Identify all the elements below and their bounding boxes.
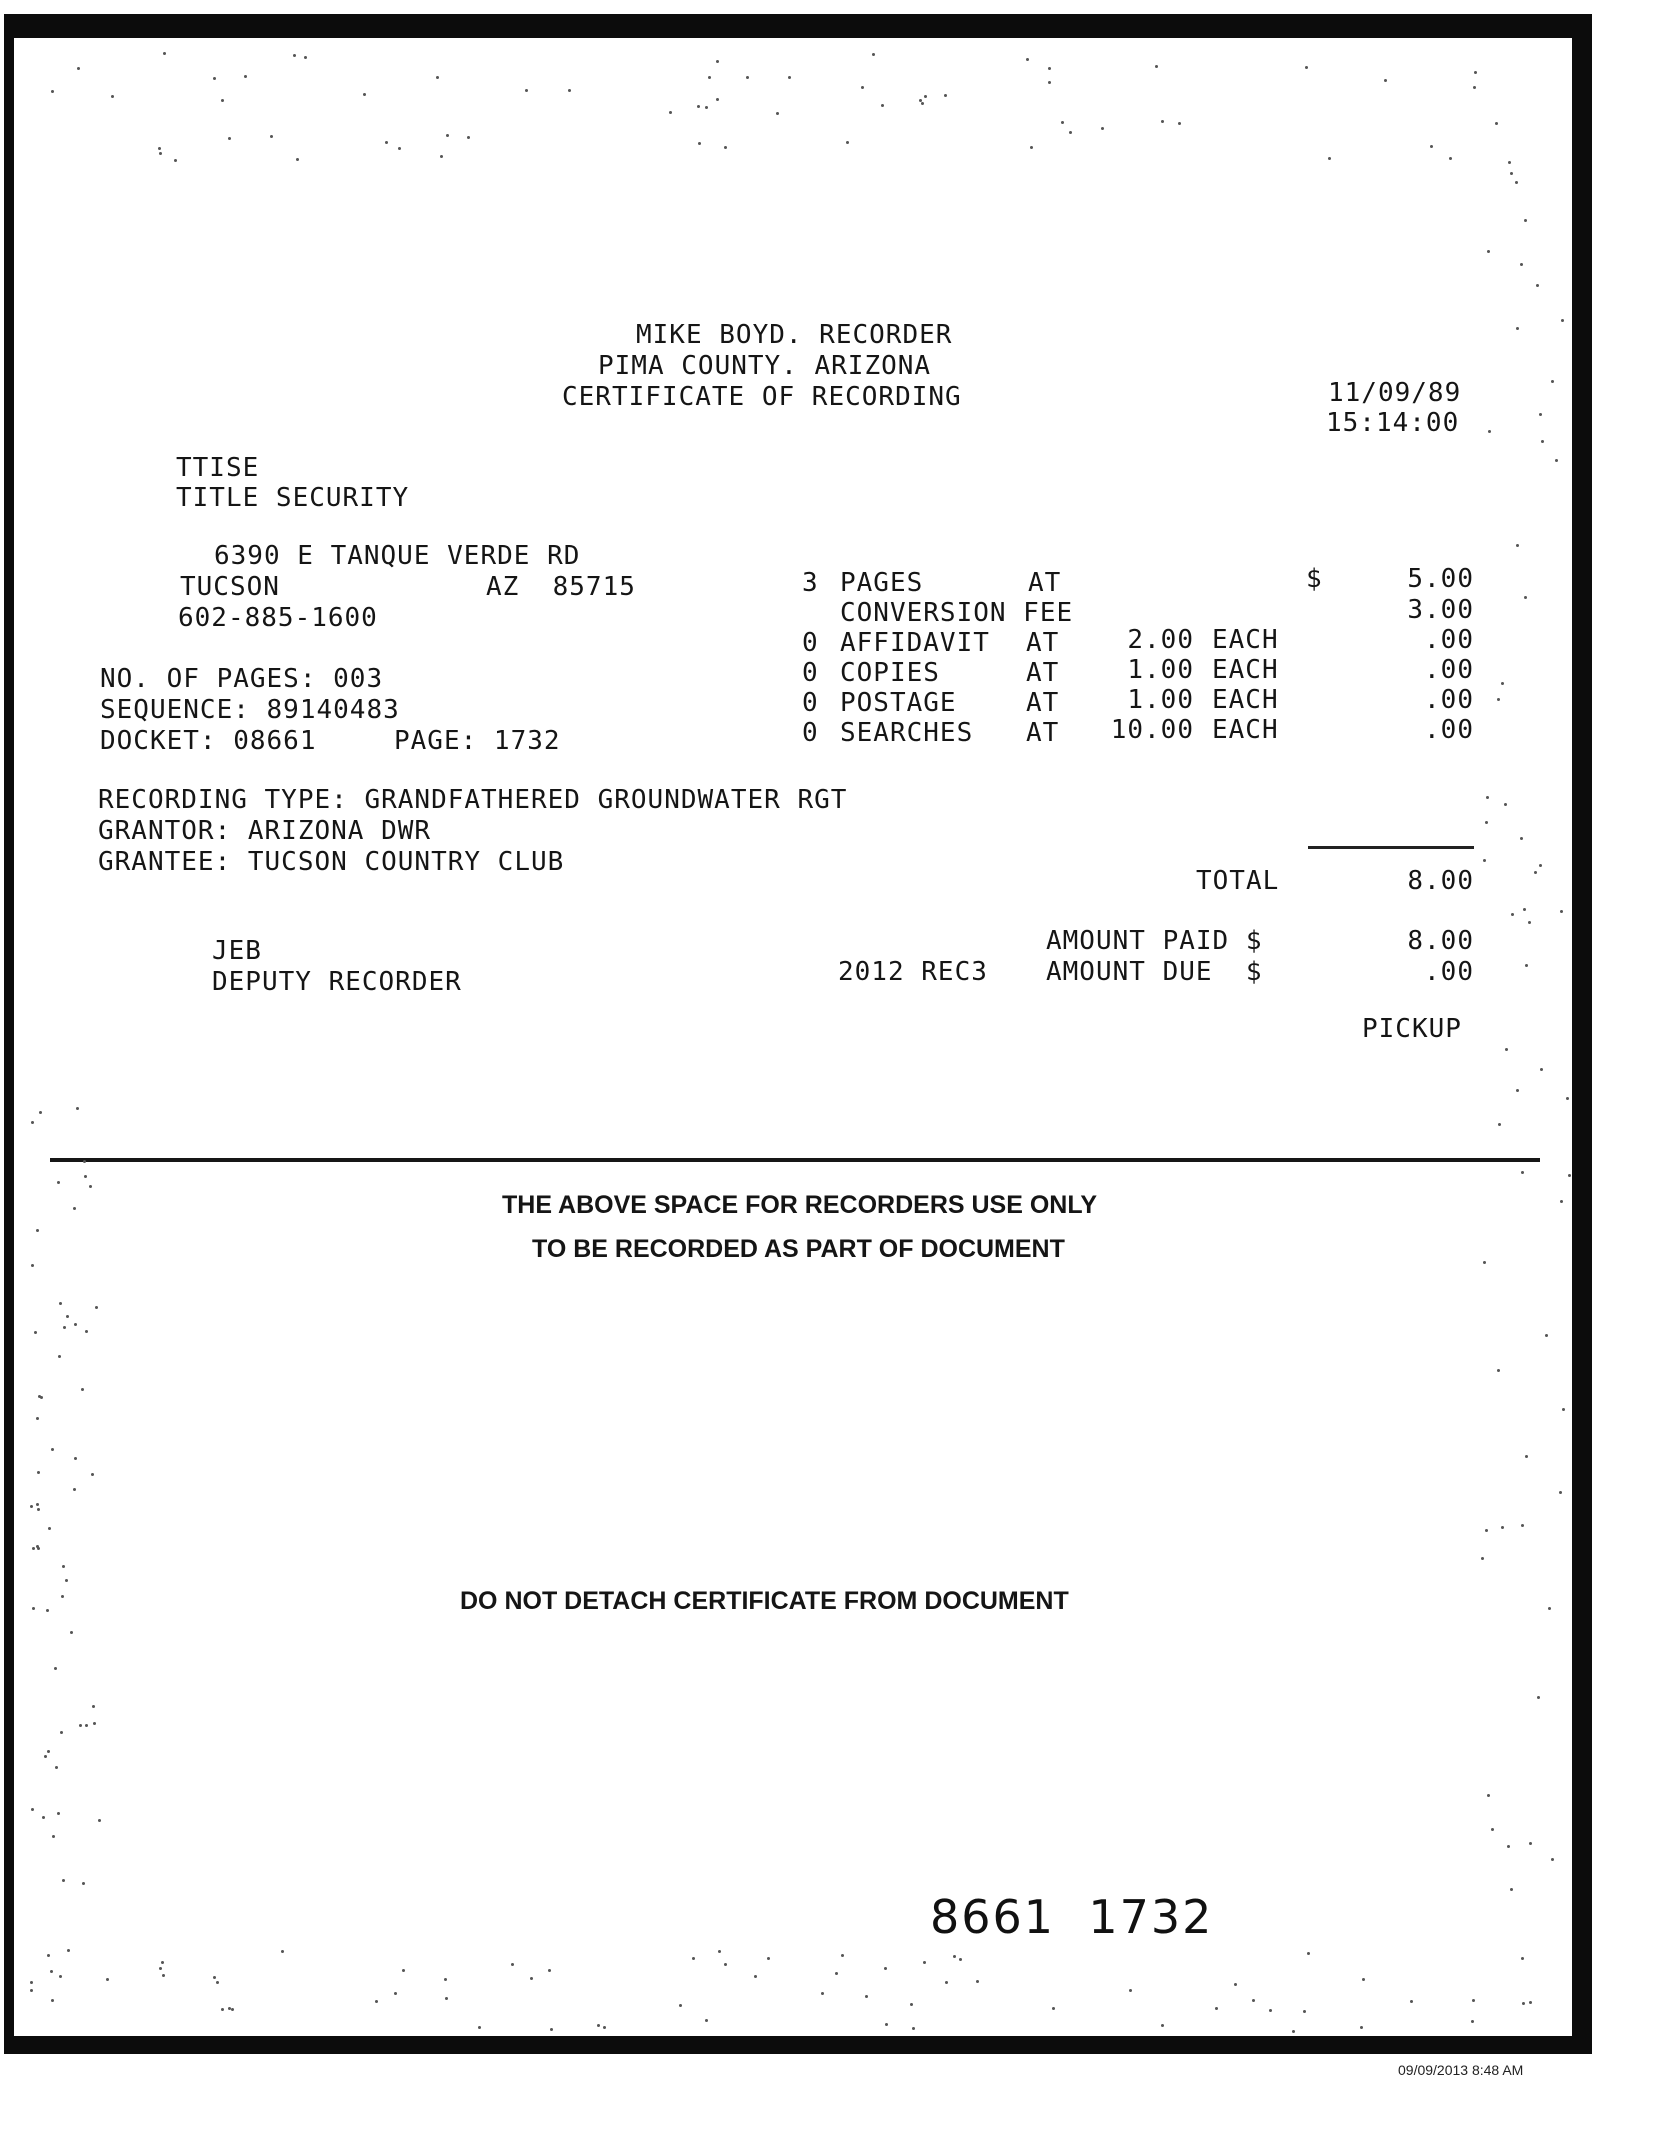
scan-speck (976, 1980, 979, 1983)
scan-speck (1523, 908, 1526, 911)
fee-each: EACH (1212, 655, 1279, 685)
scan-speck (1515, 181, 1518, 184)
register-code: 2012 REC3 (838, 957, 988, 987)
scan-speck (63, 1326, 66, 1329)
scan-speck (841, 1954, 844, 1957)
scan-speck (1522, 2002, 1525, 2005)
fee-each: EACH (1212, 625, 1279, 655)
fee-qty: 0 (802, 718, 819, 748)
scan-speck (394, 1992, 397, 1995)
scan-speck (1551, 380, 1554, 383)
scan-speck (31, 1121, 34, 1124)
fee-rate: 2.00 (1127, 625, 1194, 655)
fee-item: AFFIDAVIT (840, 628, 990, 658)
scan-speck (1501, 1526, 1504, 1529)
scan-speck (881, 104, 884, 107)
scan-speck (91, 1473, 94, 1476)
scan-speck (1511, 913, 1514, 916)
scan-speck (1560, 910, 1563, 913)
scan-speck (31, 1808, 34, 1811)
fee-amount: .00 (1424, 685, 1474, 715)
scan-speck (61, 1595, 64, 1598)
grantee: GRANTEE: TUCSON COUNTRY CLUB (98, 847, 565, 877)
scan-speck (1303, 2010, 1306, 2013)
county-name: PIMA COUNTY. ARIZONA (598, 351, 932, 381)
scan-speck (705, 106, 708, 109)
scan-speck (1155, 65, 1158, 68)
scan-speck (228, 137, 231, 140)
section-divider (50, 1158, 1540, 1162)
scan-speck (746, 76, 749, 79)
scan-speck (1551, 1858, 1554, 1861)
scan-speck (1504, 803, 1507, 806)
scan-speck (57, 1812, 60, 1815)
deputy-title: DEPUTY RECORDER (212, 967, 462, 997)
do-not-detach-notice: DO NOT DETACH CERTIFICATE FROM DOCUMENT (460, 1587, 1069, 1615)
scan-speck (1528, 921, 1531, 924)
number-of-pages: NO. OF PAGES: 003 (100, 664, 384, 694)
scan-speck (467, 136, 470, 139)
scan-speck (1488, 430, 1491, 433)
fee-rate: 1.00 (1127, 655, 1194, 685)
fee-item: COPIES (840, 658, 940, 688)
scan-speck (1498, 1123, 1501, 1126)
fee-qty: 0 (802, 628, 819, 658)
scan-speck (1548, 1607, 1551, 1610)
scan-speck (46, 1609, 49, 1612)
scan-speck (47, 1750, 50, 1753)
recorder-name: MIKE BOYD. RECORDER (636, 320, 953, 350)
scan-speck (74, 1323, 77, 1326)
amount-due-label: AMOUNT DUE $ (1046, 957, 1263, 987)
addressee-code: TTISE (176, 453, 260, 483)
scan-speck (47, 1954, 50, 1957)
scan-speck (568, 89, 571, 92)
fee-rate: 1.00 (1127, 685, 1194, 715)
scan-speck (1069, 131, 1072, 134)
scan-speck (48, 1527, 51, 1530)
scan-speck (67, 1949, 70, 1952)
fee-amount: .00 (1424, 655, 1474, 685)
scan-speck (1485, 821, 1488, 824)
scan-speck (304, 56, 307, 59)
addressee-state-zip: AZ 85715 (486, 572, 636, 602)
addressee-city: TUCSON (180, 572, 280, 602)
scan-speck (50, 1970, 53, 1973)
fee-amount: 5.00 (1407, 564, 1474, 594)
recording-time: 15:14:00 (1326, 408, 1460, 438)
scan-speck (30, 1981, 33, 1984)
scan-speck (597, 2024, 600, 2027)
scan-speck (59, 1975, 62, 1978)
docket-number: DOCKET: 08661 (100, 726, 317, 756)
fee-amount: .00 (1424, 625, 1474, 655)
fee-at: AT (1028, 568, 1062, 598)
scan-speck (1555, 459, 1558, 462)
addressee-name: TITLE SECURITY (176, 483, 410, 513)
scan-speck (1473, 86, 1476, 89)
grantor: GRANTOR: ARIZONA DWR (98, 816, 432, 846)
fee-at: AT (1026, 688, 1060, 718)
scan-speck (716, 60, 719, 63)
scan-speck (1481, 1557, 1484, 1560)
scan-speck (1520, 837, 1523, 840)
scan-speck (1483, 1261, 1486, 1264)
fee-amount: 3.00 (1407, 595, 1474, 625)
scan-speck (1252, 1999, 1255, 2002)
scan-speck (1328, 157, 1331, 160)
fee-item: SEARCHES (840, 718, 974, 748)
scan-speck (73, 1207, 76, 1210)
scan-speck (228, 2007, 231, 2010)
scan-speck (705, 2019, 708, 2022)
scan-speck (1474, 71, 1477, 74)
deputy-initials: JEB (212, 936, 262, 966)
fee-at: AT (1026, 628, 1060, 658)
scan-speck (1449, 157, 1452, 160)
scan-speck (445, 1997, 448, 2000)
scan-speck (221, 99, 224, 102)
scan-speck (1215, 2007, 1218, 2010)
recording-date: 11/09/89 (1328, 378, 1462, 408)
stamp-docket: 8661 (930, 1890, 1056, 1944)
addressee-phone: 602-885-1600 (178, 603, 378, 633)
fee-qty: 3 (802, 568, 819, 598)
scan-speck (1491, 1828, 1494, 1831)
page-number: PAGE: 1732 (394, 726, 561, 756)
fee-at: AT (1026, 658, 1060, 688)
docket-page-stamp (930, 1890, 1213, 1944)
fee-qty: 0 (802, 658, 819, 688)
scan-speck (776, 112, 779, 115)
scan-speck (158, 147, 161, 150)
certificate-title: CERTIFICATE OF RECORDING (562, 382, 962, 412)
scan-speck (89, 1185, 92, 1188)
scan-speck (81, 1388, 84, 1391)
amount-paid-label: AMOUNT PAID $ (1046, 926, 1263, 956)
scan-speck (51, 1999, 54, 2002)
amount-paid-value: 8.00 (1407, 926, 1474, 956)
fee-qty: 0 (802, 688, 819, 718)
scan-speck (1540, 1068, 1543, 1071)
scan-speck (1524, 596, 1527, 599)
scan-speck (98, 1819, 101, 1822)
scan-speck (60, 1731, 63, 1734)
stamp-page: 1732 (1088, 1890, 1214, 1944)
scan-speck (1234, 1983, 1237, 1986)
scan-speck (1529, 1842, 1532, 1845)
scan-speck (788, 76, 791, 79)
scan-speck (679, 2004, 682, 2007)
scan-speck (244, 75, 247, 78)
scan-speck (1539, 864, 1542, 867)
scan-speck (76, 1107, 79, 1110)
total-value: 8.00 (1407, 866, 1474, 896)
scan-speck (83, 1160, 86, 1163)
scan-speck (1430, 145, 1433, 148)
pickup-label: PICKUP (1362, 1014, 1462, 1044)
scan-speck (692, 1957, 695, 1960)
recorded-part-notice: TO BE RECORDED AS PART OF DOCUMENT (532, 1235, 1065, 1263)
scan-speck (910, 2003, 913, 2006)
scan-speck (1486, 796, 1489, 799)
scan-speck (872, 53, 875, 56)
scan-speck (1048, 81, 1051, 84)
sequence-number: SEQUENCE: 89140483 (100, 695, 400, 725)
scan-speck (85, 1330, 88, 1333)
fee-at: AT (1026, 718, 1060, 748)
scan-speck (1562, 1408, 1565, 1411)
amount-due-value: .00 (1424, 957, 1474, 987)
scan-speck (85, 1724, 88, 1727)
scan-speck (1505, 1048, 1508, 1051)
fee-amount: .00 (1424, 715, 1474, 745)
fee-currency: $ (1306, 564, 1323, 594)
scan-speck (231, 2008, 234, 2011)
fee-item: CONVERSION FEE (840, 598, 1074, 628)
fee-each: EACH (1212, 715, 1279, 745)
scan-speck (548, 1969, 551, 1972)
scan-speck (1521, 1524, 1524, 1527)
scan-speck (77, 67, 80, 70)
total-rule (1308, 846, 1474, 849)
scan-speck (84, 1175, 87, 1178)
scan-speck (1525, 964, 1528, 967)
recorders-use-notice: THE ABOVE SPACE FOR RECORDERS USE ONLY (502, 1191, 1097, 1219)
scan-speck (724, 1963, 727, 1966)
print-timestamp: 09/09/2013 8:48 AM (1398, 2062, 1524, 2078)
scan-speck (1529, 2001, 1532, 2004)
scan-speck (1495, 122, 1498, 125)
fee-item: PAGES (840, 568, 924, 598)
fee-each: EACH (1212, 685, 1279, 715)
scan-speck (51, 90, 54, 93)
recording-type: RECORDING TYPE: GRANDFATHERED GROUNDWATER RGT (98, 785, 848, 815)
scan-speck (1101, 127, 1104, 130)
scan-speck (55, 1766, 58, 1769)
fee-item: POSTAGE (840, 688, 957, 718)
scan-speck (1487, 1794, 1490, 1797)
scan-speck (51, 1448, 54, 1451)
scan-speck (446, 134, 449, 137)
scan-speck (921, 102, 924, 105)
scan-speck (1305, 66, 1308, 69)
scan-speck (1161, 2024, 1164, 2027)
addressee-street: 6390 E TANQUE VERDE RD (214, 541, 581, 571)
fee-rate: 10.00 (1110, 715, 1194, 745)
scan-speck (669, 111, 672, 114)
total-label: TOTAL (1196, 866, 1280, 896)
scan-speck (1497, 698, 1500, 701)
